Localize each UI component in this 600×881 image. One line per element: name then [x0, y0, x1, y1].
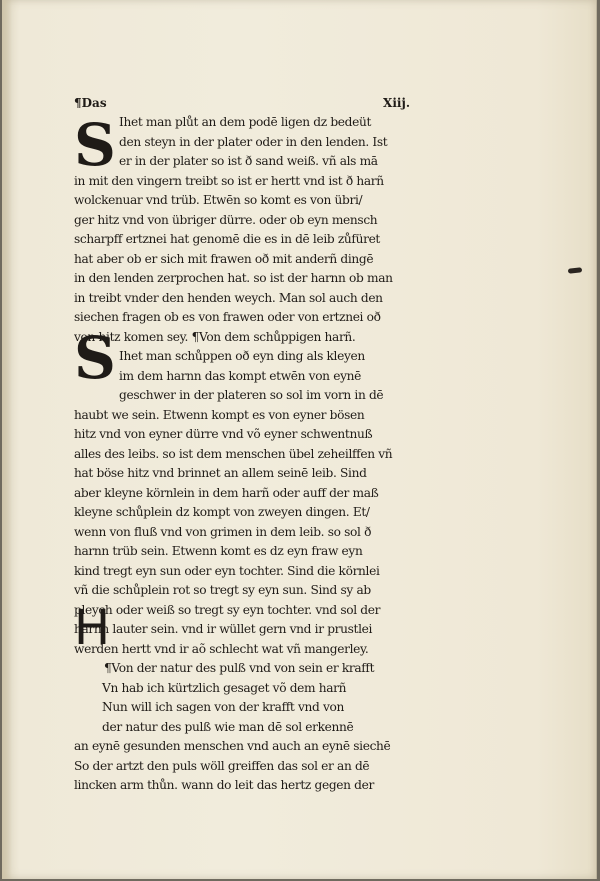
page-gutter-shadow [2, 0, 12, 879]
section-heading-line: ¶Von der natur des pulß vnd von sein er krafft [104, 661, 375, 675]
text-line: aber kleyne körnlein in dem harñ oder auff der maß [74, 485, 379, 500]
text-line: wenn von fluß vnd von grimen in dem leib. so sol ð [74, 524, 372, 539]
text-line: in den lenden zerprochen hat. so ist der harnn ob man [74, 271, 393, 285]
decorated-initial-3: H [74, 600, 111, 656]
ink-mark [568, 267, 582, 273]
text-line: harnn lauter sein. vnd ir wüllet gern vnd ir prustlei [74, 622, 373, 636]
text-line: hat aber ob er sich mit frawen oð mit anderñ dingē [74, 251, 374, 266]
text-line: in mit den vingern treibt so ist er hertt vnd ist ð harñ [74, 173, 384, 188]
text-line: Nun will ich sagen von der krafft vnd von [102, 700, 345, 714]
text-block [74, 94, 414, 796]
text-line: scharpff ertznei hat genomē die es in dē leib zůfüret [74, 232, 380, 246]
header-title: ¶Das [74, 96, 107, 110]
text-line: der natur des pulß wie man dē sol erkennē [102, 719, 354, 734]
text-line: So der artzt den puls wöll greiffen das sol er an dē [74, 758, 370, 773]
decorated-initial-2: S [74, 324, 116, 392]
text-line: hat böse hitz vnd brinnet an allem seinē leib. Sind [74, 466, 367, 480]
running-header [74, 94, 414, 113]
section-heading-line: von hitz komen sey. ¶Von dem schůppigen harñ. [74, 329, 356, 344]
text-line: siechen fragen ob es von frawen oder von ertznei oð [74, 310, 381, 324]
text-line: Ihet man plůt an dem podē ligen dz bedeüt [119, 115, 372, 129]
decorated-initial-1: S [74, 111, 116, 179]
text-line: alles des leibs. so ist dem menschen übel zeheilffen vñ [74, 446, 393, 461]
text-line: in treibt vnder den henden weych. Man sol auch den [74, 290, 383, 305]
text-line: an eynē gesunden menschen vnd auch an eynē siechē [74, 739, 391, 753]
text-line: geschwer in der plateren so sol im vorn in dē [119, 388, 384, 402]
text-line: ger hitz vnd von übriger dürre. oder ob eyn mensch [74, 212, 378, 227]
text-line: Vn hab ich kürtzlich gesaget võ dem harñ [102, 680, 347, 695]
text-line: harnn trüb sein. Etwenn komt es dz eyn fraw eyn [74, 544, 363, 558]
text-line: den steyn in der plater oder in den lenden. Ist [119, 134, 388, 149]
text-line: wolckenuar vnd trüb. Etwēn so komt es von übri/ [74, 193, 363, 207]
text-line: werden hertt vnd ir aõ schlecht wat vñ mangerley. [74, 641, 369, 656]
text-line: vñ die schůplein rot so tregt sy eyn sun. Sind sy ab [74, 583, 371, 597]
book-page [2, 0, 597, 879]
text-line: im dem harnn das kompt etwēn von eynē [119, 368, 361, 383]
text-line: haubt we sein. Etwenn kompt es von eyner bösen [74, 407, 365, 422]
text-line: kleyne schůplein dz kompt von zweyen dingen. Et/ [74, 505, 370, 519]
folio-number: Xiij. [383, 96, 410, 110]
text-line: pleych oder weiß so tregt sy eyn tochter. vnd sol der [74, 602, 381, 617]
text-line: hitz vnd von eyner dürre vnd võ eyner schwentnuß [74, 427, 373, 441]
text-line: kind tregt eyn sun oder eyn tochter. Sind die körnlei [74, 563, 380, 578]
text-line: er in der plater so ist ð sand weiß. vñ als mā [119, 154, 378, 168]
text-line: Ihet man schůppen oð eyn ding als kleyen [119, 349, 365, 363]
text-line: lincken arm thůn. wann do leit das hertz gegen der [74, 778, 374, 792]
